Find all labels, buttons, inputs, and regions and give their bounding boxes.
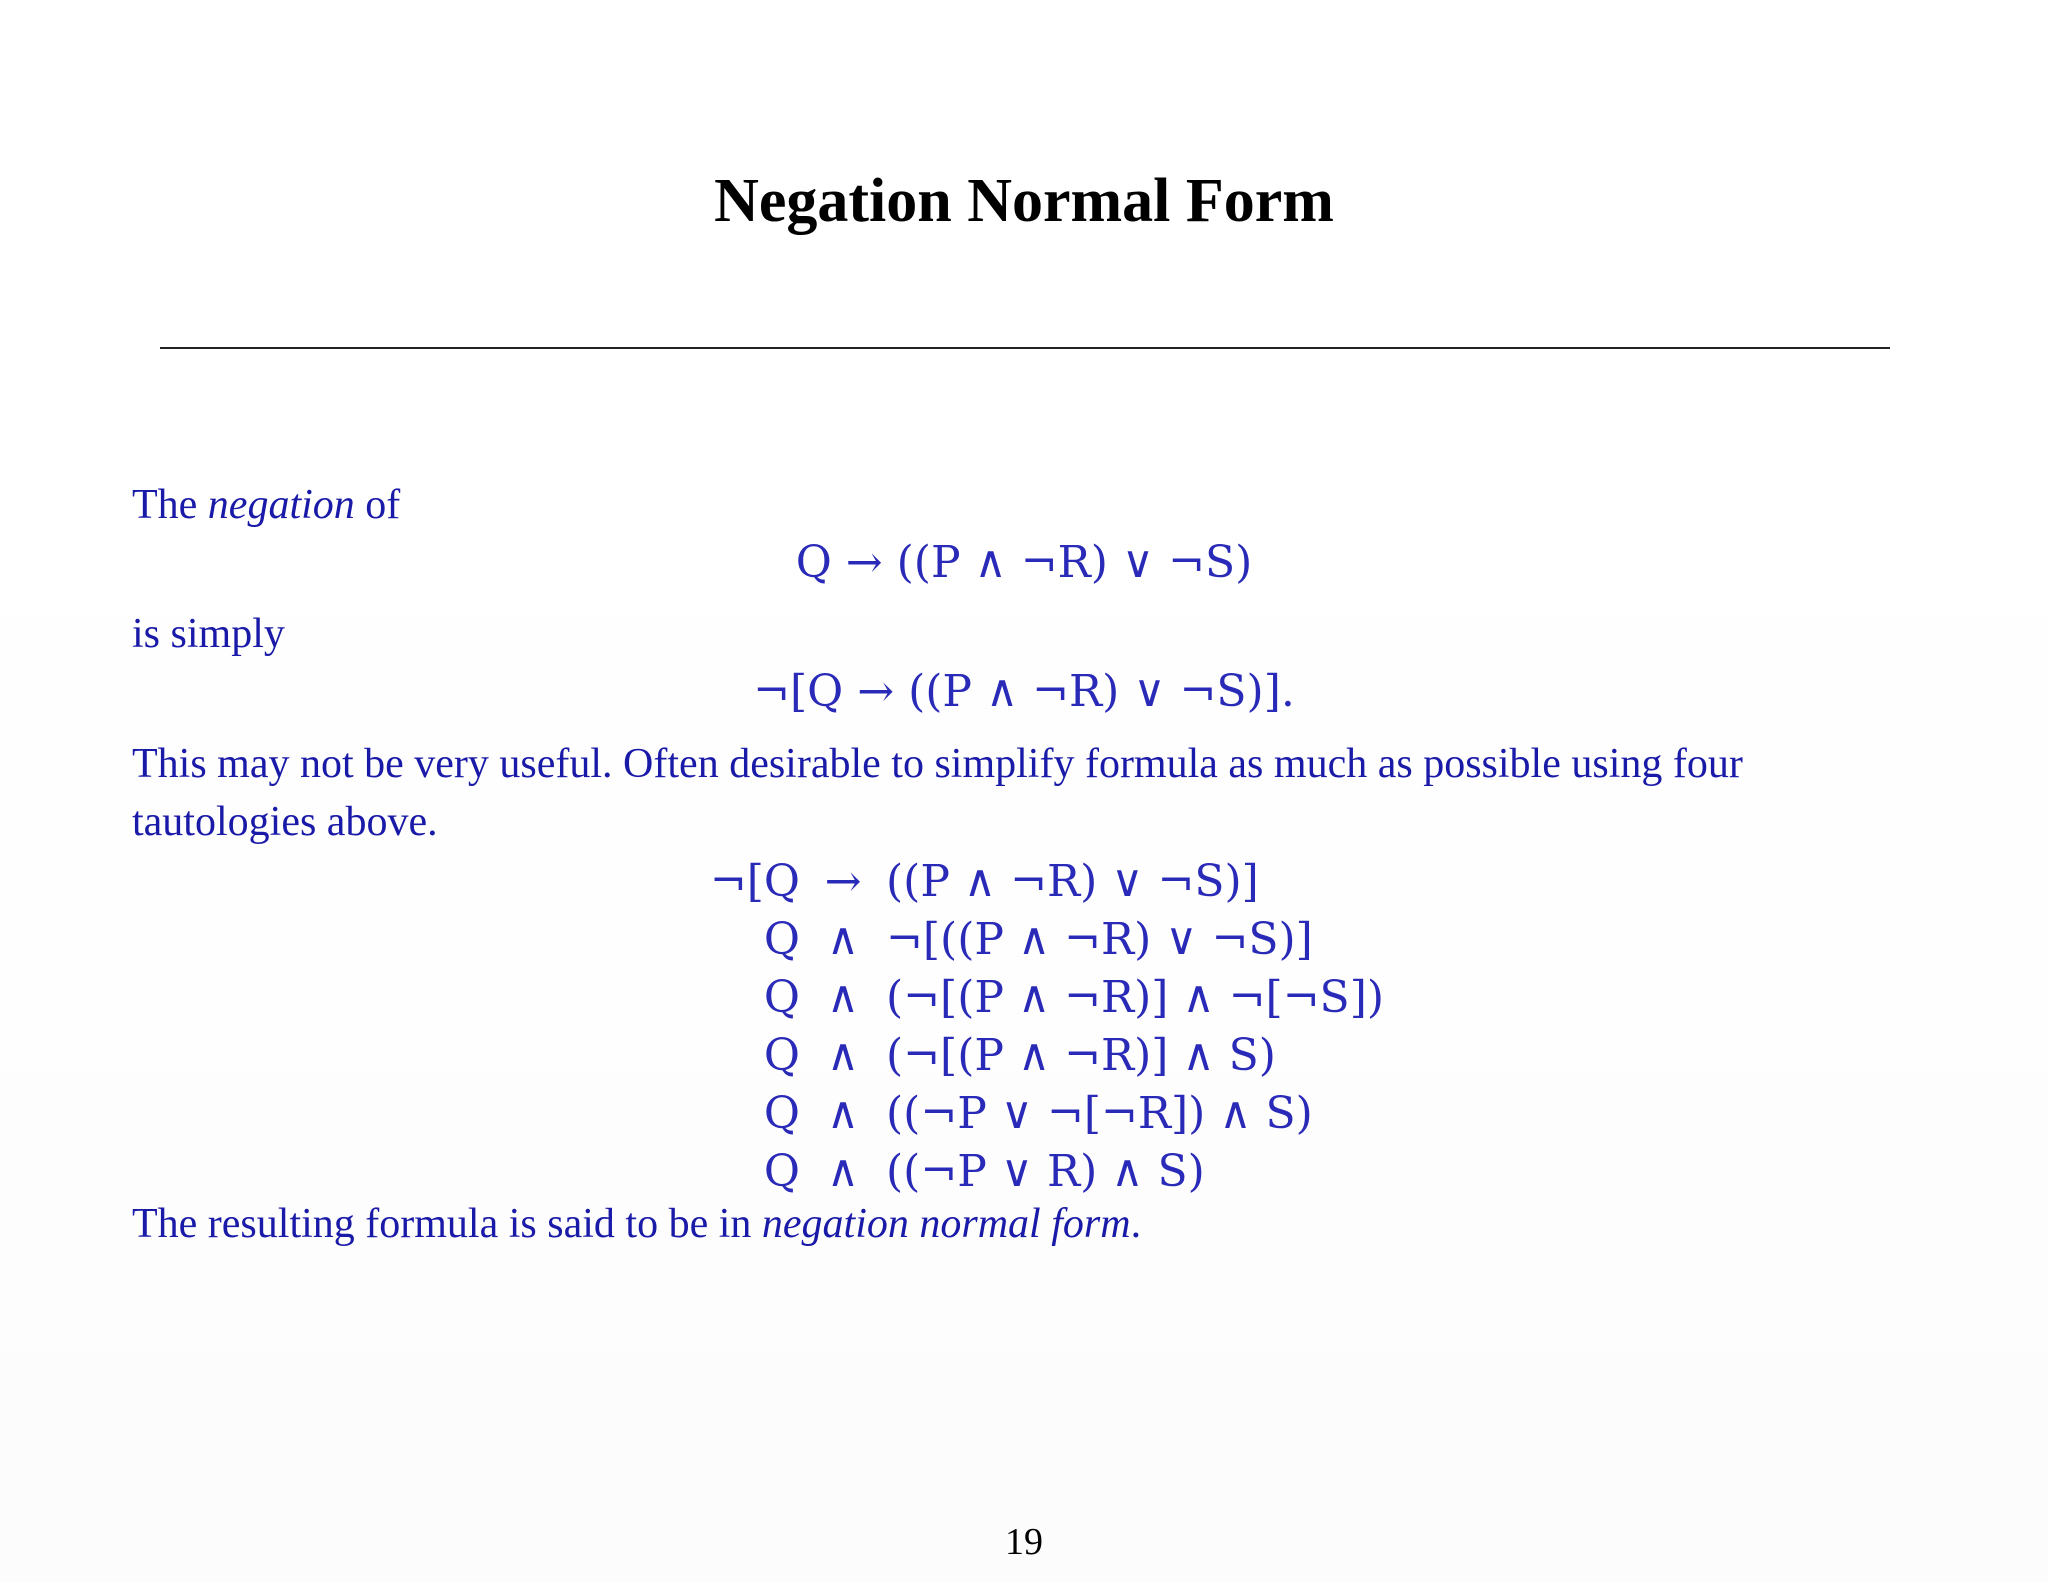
- derivation-right: (¬[(P ∧ ¬R)] ∧ ¬[¬S]): [886, 972, 1385, 1023]
- page-number: 19: [1005, 1521, 1043, 1563]
- derivation-block: [700, 853, 1384, 1201]
- derivation-right: ((P ∧ ¬R) ∨ ¬S)]: [886, 856, 1259, 907]
- conclusion-line: [132, 1195, 1141, 1253]
- derivation-left: Q: [763, 1088, 800, 1139]
- is-simply-line: is simply: [132, 611, 285, 657]
- derivation-operator: ∧: [826, 1030, 860, 1081]
- derivation-operator: ∧: [826, 972, 860, 1023]
- derivation-left: Q: [763, 914, 800, 965]
- conclusion-prefix: The resulting formula is said to be in: [132, 1201, 762, 1247]
- derivation-row: [700, 1027, 1384, 1085]
- derivation-right: (¬[(P ∧ ¬R)] ∧ S): [886, 1030, 1276, 1081]
- slide-title: Negation Normal Form: [714, 167, 1334, 235]
- conclusion-term: negation normal form: [761, 1201, 1131, 1247]
- derivation-left: Q: [763, 1030, 800, 1081]
- formula-2: ¬[Q → ((P ∧ ¬R) ∨ ¬S)].: [753, 666, 1295, 717]
- formula-1: Q → ((P ∧ ¬R) ∨ ¬S): [795, 537, 1253, 588]
- derivation-row: [700, 911, 1384, 969]
- derivation-right: ¬[((P ∧ ¬R) ∨ ¬S)]: [886, 914, 1313, 965]
- derivation-right: ((¬P ∨ ¬[¬R]) ∧ S): [886, 1088, 1313, 1139]
- derivation-operator: ∧: [826, 1088, 860, 1139]
- intro-line: [132, 476, 400, 534]
- derivation-left: ¬[Q: [709, 856, 800, 907]
- intro-suffix: of: [354, 482, 401, 528]
- intro-term: negation: [207, 482, 355, 528]
- paragraph-line-1: This may not be very useful. Often desirable to simplify formula as much as possible using four: [132, 741, 1743, 787]
- derivation-right: ((¬P ∨ R) ∧ S): [886, 1146, 1205, 1197]
- derivation-operator: ∧: [826, 1146, 860, 1197]
- derivation-row: [700, 969, 1384, 1027]
- paragraph-line-2: tautologies above.: [132, 799, 438, 845]
- derivation-left: Q: [763, 1146, 800, 1197]
- conclusion-suffix: .: [1130, 1201, 1142, 1247]
- derivation-operator: →: [824, 856, 862, 907]
- derivation-row: [700, 1085, 1384, 1143]
- title-divider: [160, 347, 1890, 349]
- derivation-left: Q: [763, 972, 800, 1023]
- derivation-row: [700, 1143, 1384, 1201]
- derivation-row: [700, 853, 1384, 911]
- intro-prefix: The: [132, 482, 208, 528]
- derivation-operator: ∧: [826, 914, 860, 965]
